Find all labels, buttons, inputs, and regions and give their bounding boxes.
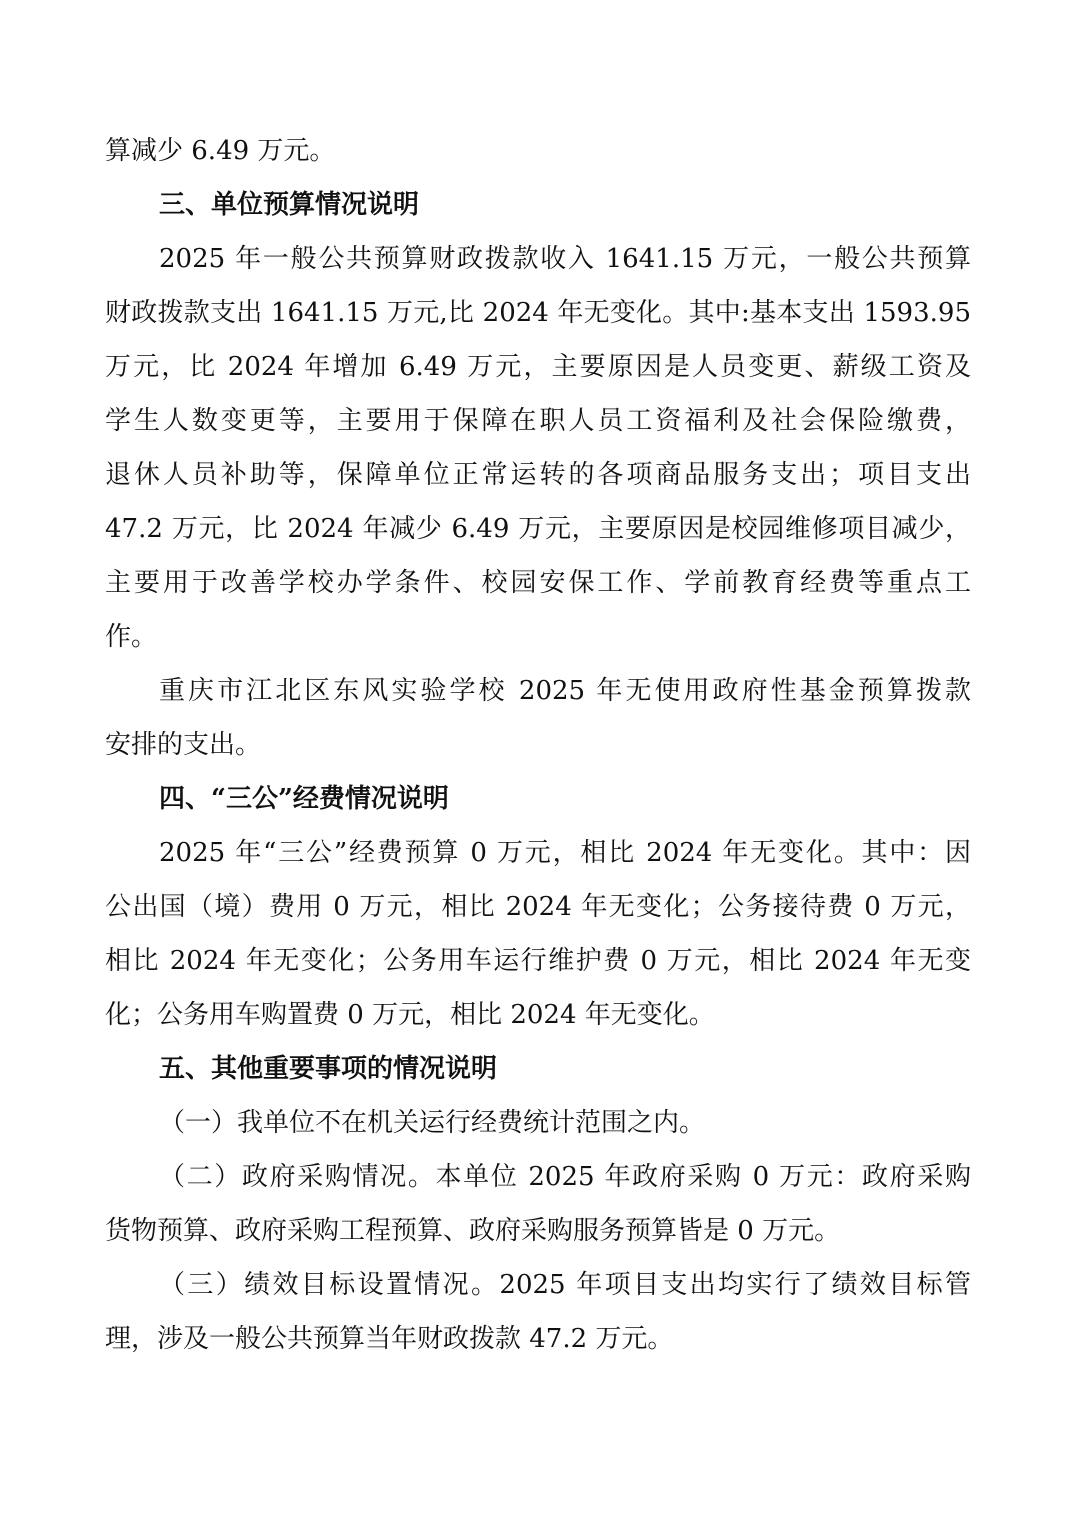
document-page xyxy=(105,124,971,1366)
text-line: 退休人员补助等，保障单位正常运转的各项商品服务支出；项目支出 xyxy=(105,460,971,490)
text-line: （一）我单位不在机关运行经费统计范围之内。 xyxy=(159,1108,706,1138)
text-line: 安排的支出。 xyxy=(105,730,262,760)
paragraph xyxy=(105,1150,971,1258)
section-heading xyxy=(105,772,971,826)
text-line: 2025 年一般公共预算财政拨款收入 1641.15 万元，一般公共预算 xyxy=(159,244,971,274)
text-line: （三）绩效目标设置情况。2025 年项目支出均实行了绩效目标管 xyxy=(159,1270,971,1300)
text-line: 理，涉及一般公共预算当年财政拨款 47.2 万元。 xyxy=(105,1324,674,1354)
section-heading xyxy=(105,178,971,232)
text-line: 算减少 6.49 万元。 xyxy=(105,136,336,166)
paragraph xyxy=(105,1258,971,1366)
text-line: 重庆市江北区东风实验学校 2025 年无使用政府性基金预算拨款 xyxy=(159,676,971,706)
text-line: 货物预算、政府采购工程预算、政府采购服务预算皆是 0 万元。 xyxy=(105,1216,841,1246)
text-line: 主要用于改善学校办学条件、校园安保工作、学前教育经费等重点工 xyxy=(105,568,971,598)
text-line: 财政拨款支出 1641.15 万元,比 2024 年无变化。其中:基本支出 1593.95 xyxy=(105,298,971,328)
text-line: 三、单位预算情况说明 xyxy=(159,190,420,220)
text-line: 万元，比 2024 年增加 6.49 万元，主要原因是人员变更、薪级工资及 xyxy=(105,352,971,382)
text-line: 公出国（境）费用 0 万元，相比 2024 年无变化；公务接待费 0 万元， xyxy=(105,892,971,922)
text-line: 作。 xyxy=(105,622,158,652)
text-line: 2025 年“三公”经费预算 0 万元，相比 2024 年无变化。其中：因 xyxy=(159,838,971,868)
text-line: 四、“三公”经费情况说明 xyxy=(159,784,449,814)
paragraph xyxy=(105,1096,971,1150)
paragraph xyxy=(105,826,971,1042)
paragraph xyxy=(105,664,971,772)
text-line: 47.2 万元，比 2024 年减少 6.49 万元，主要原因是校园维修项目减少， xyxy=(105,514,971,544)
text-line: 五、其他重要事项的情况说明 xyxy=(159,1054,498,1084)
text-line: 学生人数变更等，主要用于保障在职人员工资福利及社会保险缴费， xyxy=(105,406,971,436)
section-heading xyxy=(105,1042,971,1096)
text-line: 相比 2024 年无变化；公务用车运行维护费 0 万元，相比 2024 年无变 xyxy=(105,946,971,976)
text-line: 化；公务用车购置费 0 万元，相比 2024 年无变化。 xyxy=(105,1000,715,1030)
paragraph xyxy=(105,232,971,664)
text-line: （二）政府采购情况。本单位 2025 年政府采购 0 万元：政府采购 xyxy=(159,1162,971,1192)
paragraph xyxy=(105,124,971,178)
